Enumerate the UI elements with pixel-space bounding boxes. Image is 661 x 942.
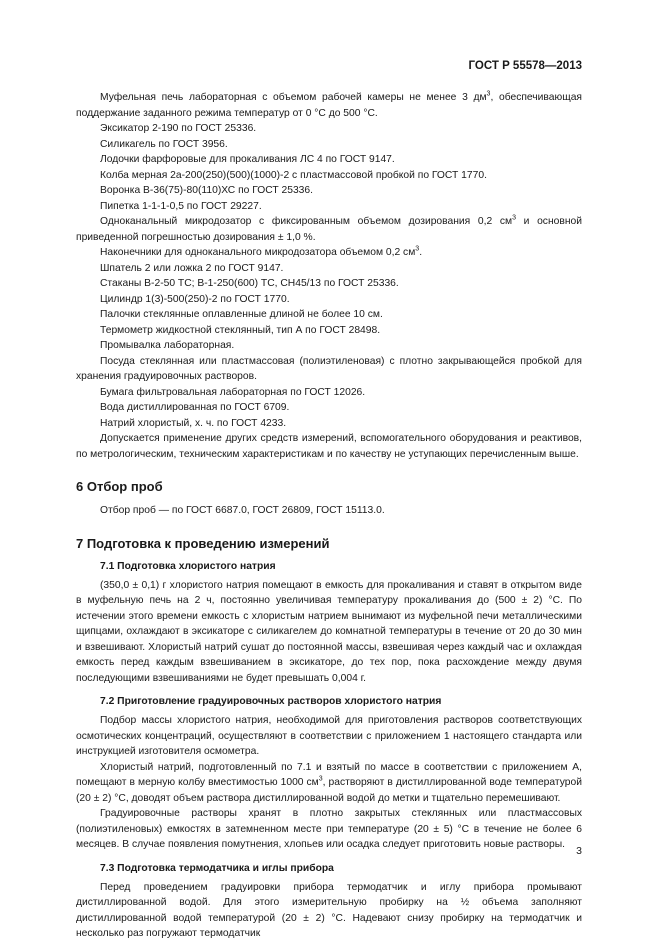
page-content bbox=[76, 90, 582, 942]
superscript: 3 bbox=[512, 214, 517, 222]
equipment-item-text: Бумага фильтровальная лабораторная по ГОСТ 12026. bbox=[100, 386, 366, 398]
equipment-item bbox=[76, 416, 582, 432]
section-7-2-paragraph-3: Градуировочные растворы хранят в плотно закрытых стеклянных или пластмассовых (полиэтиленовых) емкостях в затемненном месте при температуре (20 ± 5) °С в течение не более 6 месяцев. В случае появления помутнения, хлопьев или осадка следует приготовить новые растворы. bbox=[76, 808, 582, 850]
section-7-1-paragraph: (350,0 ± 0,1) г хлористого натрия помещают в емкость для прокаливания и ставят в открытом виде в муфельную печь на 2 ч, постоянно увеличивая температуру прокаливания до (500 ± 2) °С. По истечении этого времени емкость с хлористым натрием вынимают из муфельной печи металлическими щипцами, охлаждают в эксикаторе с силикагелем до комнатной температуры в течение от 20 до 30 мин и взвешивают. Хлористый натрий сушат до постоянной массы, взвешивая через каждый час и охлаждая емкость перед каждым взвешиванием в эксикаторе, до тех пор, пока расхождение между двумя последующими взвешиваниями не будет превышать 0,004 г. bbox=[76, 579, 582, 684]
equipment-item bbox=[76, 400, 582, 416]
section-7-2-title: 7.2 Приготовление градуировочных растворов хлористого натрия bbox=[100, 696, 442, 707]
equipment-item-text: Цилиндр 1(3)-500(250)-2 по ГОСТ 1770. bbox=[100, 293, 290, 305]
equipment-item bbox=[76, 431, 582, 462]
equipment-item-text: Допускается применение других средств измерений, вспомогательного оборудования и реактивов, по метрологическим, техническим характеристикам и по качеству не уступающих перечисленным выше. bbox=[76, 433, 582, 460]
equipment-item bbox=[76, 276, 582, 292]
equipment-item bbox=[76, 199, 582, 215]
section-7-2-paragraph-1: Подбор массы хлористого натрия, необходимой для приготовления растворов соответствующих осмотических концентраций, осуществляют в соответствии с приложением 1 настоящего стандарта или инструкцией изготовителя осмометра. bbox=[76, 715, 582, 757]
section-6-text: Отбор проб — по ГОСТ 6687.0, ГОСТ 26809, ГОСТ 15113.0. bbox=[100, 505, 385, 516]
equipment-item-text: Наконечники для одноканального микродозатора объемом 0,2 см bbox=[100, 247, 416, 258]
equipment-item-text: Воронка В-36(75)-80(110)ХС по ГОСТ 25336. bbox=[100, 185, 314, 196]
equipment-item-text: Посуда стеклянная или пластмассовая (полиэтиленовая) с плотно закрывающейся пробкой для хранения градуировочных растворов. bbox=[76, 355, 582, 382]
equipment-item-text: Вода дистиллированная по ГОСТ 6709. bbox=[100, 402, 290, 413]
equipment-item-text: Лодочки фарфоровые для прокаливания ЛС 4 по ГОСТ 9147. bbox=[100, 154, 395, 165]
superscript: 3 bbox=[318, 775, 323, 783]
equipment-item-text: Промывалка лабораторная. bbox=[100, 340, 235, 351]
equipment-item bbox=[76, 90, 582, 121]
equipment-item-text: Пипетка 1-1-1-0,5 по ГОСТ 29227. bbox=[100, 200, 262, 212]
paragraph-tail: , растворяют в дистиллированной воде температурой (20 ± 2) °С, доводят объем раствора дистиллированной водой до метки и тщательно перемешивают. bbox=[76, 777, 582, 804]
equipment-item-text: Стаканы В-2-50 ТС; В-1-250(600) ТС, СН45/13 по ГОСТ 25336. bbox=[100, 278, 399, 289]
section-7-3-paragraph: Перед проведением градуировки прибора термодатчик и иглу прибора промывают дистиллированной водой. Для этого измерительную пробирку на ½ объема заполняют дистиллированной водой температурой (20 ± 2) °С. Надевают снизу пробирку на термодатчик и несколько раз погружают термодатчик bbox=[76, 881, 582, 939]
equipment-item bbox=[76, 245, 582, 261]
section-6-title: 6 Отбор проб bbox=[76, 479, 163, 494]
equipment-item bbox=[76, 121, 582, 137]
equipment-item-tail: , обеспечивающая поддержание заданного режима температур от 0 °С до 500 °С. bbox=[76, 92, 583, 119]
section-7-title: 7 Подготовка к проведению измерений bbox=[76, 535, 330, 551]
equipment-item bbox=[76, 152, 582, 168]
equipment-item-text: Эксикатор 2-190 по ГОСТ 25336. bbox=[100, 123, 257, 134]
equipment-item bbox=[76, 137, 582, 153]
document-header: ГОСТ Р 55578—2013 bbox=[468, 60, 582, 72]
equipment-item-tail: . bbox=[419, 247, 423, 258]
equipment-list bbox=[76, 90, 582, 462]
equipment-item bbox=[76, 183, 582, 199]
superscript: 3 bbox=[415, 245, 420, 253]
equipment-item bbox=[76, 261, 582, 277]
equipment-item-text: Муфельная печь лабораторная с объемом рабочей камеры не менее 3 дм bbox=[100, 92, 487, 103]
equipment-item bbox=[76, 323, 582, 339]
page-number: 3 bbox=[576, 845, 582, 857]
equipment-item bbox=[76, 168, 582, 184]
equipment-item bbox=[76, 307, 582, 323]
equipment-item-text: Натрий хлористый, х. ч. по ГОСТ 4233. bbox=[100, 417, 287, 429]
section-7-3-title: 7.3 Подготовка термодатчика и иглы прибора bbox=[100, 862, 334, 874]
equipment-item bbox=[76, 338, 582, 354]
equipment-item-text: Одноканальный микродозатор с фиксированным объемом дозирования 0,2 см bbox=[100, 216, 513, 227]
equipment-item-text: Термометр жидкостной стеклянный, тип А по ГОСТ 28498. bbox=[100, 324, 381, 336]
superscript: 3 bbox=[486, 90, 491, 98]
equipment-item bbox=[76, 385, 582, 401]
equipment-item-text: Колба мерная 2а-200(250)(500)(1000)-2 с пластмассовой пробкой по ГОСТ 1770. bbox=[100, 169, 487, 181]
equipment-item-text: Палочки стеклянные оплавленные длиной не более 10 см. bbox=[100, 309, 383, 320]
equipment-item bbox=[76, 214, 582, 245]
paragraph-lead: Хлористый натрий, подготовленный по 7.1 и взятый по массе в соответствии с приложением А, помещают в мерную колбу вместимостью 1000 см bbox=[76, 761, 582, 788]
equipment-item-text: Силикагель по ГОСТ 3956. bbox=[100, 138, 228, 150]
equipment-item-text: Шпатель 2 или ложка 2 по ГОСТ 9147. bbox=[100, 262, 284, 274]
equipment-item bbox=[76, 354, 582, 385]
section-7-1-title: 7.1 Подготовка хлористого натрия bbox=[100, 560, 276, 572]
section-7-2-paragraph-2 bbox=[76, 760, 582, 807]
equipment-item-tail: и основной приведенной погрешностью дозирования ± 1,0 %. bbox=[76, 216, 582, 243]
equipment-item bbox=[76, 292, 582, 308]
